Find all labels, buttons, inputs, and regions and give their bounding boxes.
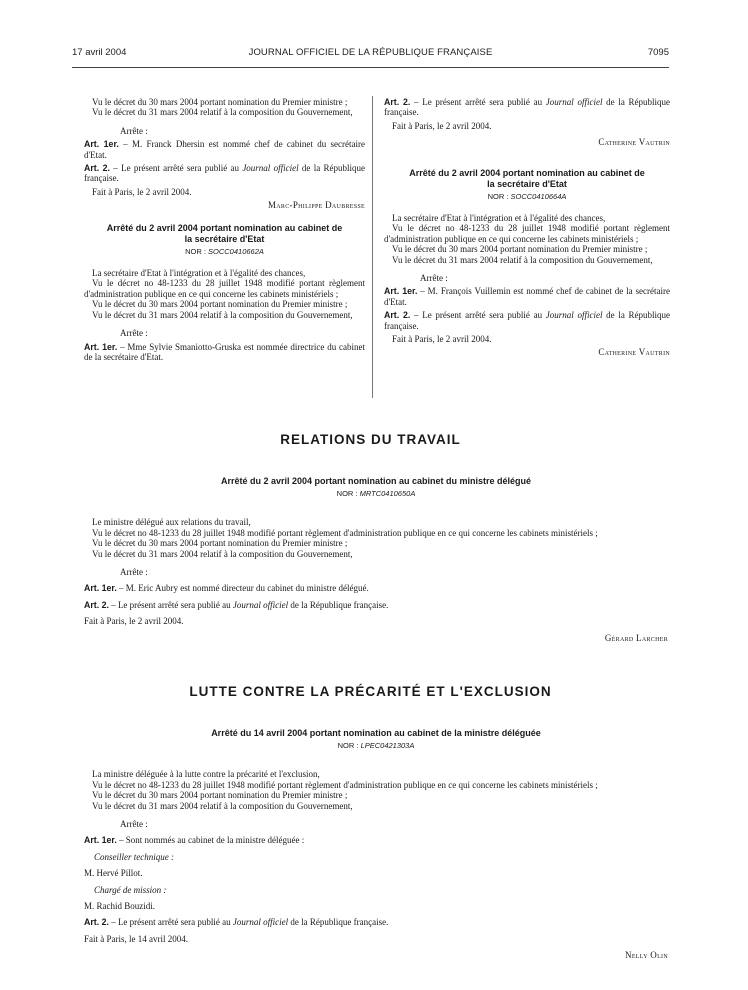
fait-a-paris: Fait à Paris, le 2 avril 2004.: [392, 120, 492, 131]
article-2: [384, 310, 670, 331]
column-divider: [372, 96, 373, 398]
article-text: de la République française.: [384, 97, 670, 118]
journal-officiel-text: Journal officiel: [545, 97, 603, 107]
article-1: [384, 286, 670, 307]
visa-paragraph: Vu le décret no 48-1233 du 28 juillet 1948 modifié portant règlement d'administration publique en ce qui concerne les cabinets ministériels ;: [384, 223, 670, 244]
visa-paragraph: Vu le décret no 48-1233 du 28 juillet 1948 modifié portant règlement d'administration publique en ce qui concerne les cabinets ministériels ;: [84, 278, 365, 299]
visa-paragraph: Vu le décret du 30 mars 2004 portant nomination du Premier ministre ;: [92, 790, 348, 801]
article-label: Art. 1er.: [84, 139, 119, 150]
article-text: – Mme Sylvie Smaniotto-Gruska est nommée directrice du cabinet de la secrétaire d'Etat.: [84, 341, 365, 362]
role-title: [84, 852, 668, 862]
journal-officiel-text: Journal officiel: [232, 917, 289, 928]
fait-a-paris: Fait à Paris, le 2 avril 2004.: [92, 186, 192, 197]
article-label: Art. 1er.: [84, 341, 118, 352]
article-text: de la République française.: [288, 599, 389, 610]
visa-paragraph: Vu le décret du 31 mars 2004 relatif à la composition du Gouvernement,: [92, 548, 353, 559]
visa-paragraph: Vu le décret du 31 mars 2004 relatif à la composition du Gouvernement,: [92, 309, 353, 320]
fait-a-paris: Fait à Paris, le 2 avril 2004.: [392, 334, 492, 345]
header-page-number: 7095: [647, 47, 669, 58]
section-title: RELATIONS DU TRAVAIL: [280, 432, 461, 447]
signature: Catherine Vautrin: [598, 137, 670, 148]
nor-reference: [84, 489, 668, 499]
signature: Nelly Olin: [625, 950, 668, 961]
visa-paragraph: Vu le décret du 30 mars 2004 portant nomination du Premier ministre ;: [392, 244, 648, 255]
arrete-label: Arrête :: [120, 819, 148, 830]
nor-code: LPEC0421303A: [360, 741, 415, 750]
decree-title: Arrêté du 2 avril 2004 portant nomination au cabinet de la secrétaire d'Etat: [409, 167, 645, 189]
article-text: de la République française.: [288, 917, 389, 928]
nor-code: SOCC0410662A: [208, 246, 264, 256]
nor-label: NOR :: [487, 191, 511, 201]
fait-a-paris: Fait à Paris, le 14 avril 2004.: [84, 933, 188, 944]
article-text: de la République française.: [84, 163, 365, 184]
nor-reference: [84, 741, 668, 751]
article-text: – Le présent arrêté sera publié au: [108, 917, 233, 928]
role-label: Conseiller technique :: [94, 851, 174, 862]
section-relations-du-travail: [84, 476, 668, 643]
journal-officiel-text: Journal officiel: [545, 310, 603, 321]
header-journal-title: JOURNAL OFFICIEL DE LA RÉPUBLIQUE FRANÇAISE: [248, 47, 493, 58]
page-header: [72, 45, 669, 61]
role-label: Chargé de mission :: [94, 884, 167, 895]
appointee-name: M. Rachid Bouzidi.: [84, 901, 155, 912]
article-label: Art. 2.: [84, 599, 109, 610]
article-1: [84, 583, 668, 593]
visa-paragraph: Vu le décret du 31 mars 2004 relatif à la composition du Gouvernement,: [392, 254, 653, 265]
visa-paragraph: Vu le décret du 30 mars 2004 portant nomination du Premier ministre ;: [92, 97, 348, 107]
article-2: [384, 97, 670, 118]
article-2: [84, 917, 668, 927]
arrete-label: Arrête :: [420, 273, 448, 284]
left-column: [84, 97, 365, 362]
header-rule: [72, 67, 669, 68]
article-text: – M. Eric Aubry est nommé directeur du cabinet du ministre délégué.: [116, 583, 369, 594]
article-1: [84, 835, 668, 845]
section-lutte-precarite: [84, 728, 668, 961]
arrete-label: Arrête :: [120, 125, 148, 136]
role-title: [84, 885, 668, 895]
nor-reference: [84, 247, 365, 257]
appointee-name: M. Hervé Pillot.: [84, 868, 143, 879]
preamble-paragraph: La secrétaire d'Etat à l'intégration et à l'égalité des chances,: [392, 213, 606, 224]
journal-officiel-text: Journal officiel: [242, 163, 299, 174]
header-date: 17 avril 2004: [72, 47, 127, 58]
article-label: Art. 1er.: [84, 835, 117, 846]
decree-title: Arrêté du 14 avril 2004 portant nomination au cabinet de la ministre déléguée: [211, 728, 541, 738]
article-label: Art. 1er.: [84, 583, 117, 594]
preamble-paragraph: La secrétaire d'Etat à l'intégration et à l'égalité des chances,: [92, 268, 306, 279]
article-text: – Le présent arrêté sera publié au: [410, 97, 546, 107]
article-label: Art. 2.: [384, 97, 411, 107]
article-2: [84, 600, 668, 610]
visa-paragraph: Vu le décret du 30 mars 2004 portant nomination du Premier ministre ;: [92, 299, 348, 310]
article-label: Art. 2.: [84, 917, 109, 928]
visa-paragraph: Vu le décret du 30 mars 2004 portant nomination du Premier ministre ;: [92, 538, 348, 549]
article-text: – Le présent arrêté sera publié au: [109, 163, 243, 174]
visa-paragraph: Vu le décret du 31 mars 2004 relatif à la composition du Gouvernement,: [92, 107, 353, 118]
arrete-label: Arrête :: [120, 567, 148, 578]
decree-title: Arrêté du 2 avril 2004 portant nomination au cabinet du ministre délégué: [220, 476, 532, 486]
article-2: [84, 163, 365, 184]
signature: Gérard Larcher: [604, 632, 668, 643]
nor-label: NOR :: [185, 246, 209, 256]
signature: Marc-Philippe Daubresse: [268, 200, 365, 211]
nor-label: NOR :: [337, 741, 361, 750]
visa-paragraph: Vu le décret no 48-1233 du 28 juillet 1948 modifié portant règlement d'administration publique en ce qui concerne les cabinets ministériels ;: [92, 779, 598, 790]
arrete-label: Arrête :: [120, 328, 148, 339]
decree-title: Arrêté du 2 avril 2004 portant nomination au cabinet de la secrétaire d'Etat: [106, 222, 343, 244]
signature: Catherine Vautrin: [598, 346, 670, 357]
journal-officiel-text: Journal officiel: [232, 599, 289, 610]
preamble-paragraph: Le ministre délégué aux relations du travail,: [92, 517, 251, 528]
visa-paragraph: Vu le décret no 48-1233 du 28 juillet 1948 modifié portant règlement d'administration publique en ce qui concerne les cabinets ministériels ;: [92, 527, 598, 538]
article-text: – M. François Vuillemin est nommé chef de cabinet de la secrétaire d'Etat.: [384, 286, 670, 307]
visa-paragraph: Vu le décret du 31 mars 2004 relatif à la composition du Gouvernement,: [92, 800, 353, 811]
article-text: de la République française.: [384, 310, 670, 331]
nor-code: MRTC0410650A: [359, 489, 416, 498]
nor-reference: [384, 192, 670, 202]
article-text: – Le présent arrêté sera publié au: [410, 310, 546, 321]
article-1: [84, 342, 365, 363]
preamble-paragraph: La ministre déléguée à la lutte contre la précarité et l'exclusion,: [92, 769, 320, 780]
fait-a-paris: Fait à Paris, le 2 avril 2004.: [84, 616, 184, 627]
right-column: [384, 97, 670, 357]
article-text: – Le présent arrêté sera publié au: [108, 599, 233, 610]
nor-code: SOCC0410664A: [510, 191, 567, 201]
article-label: Art. 1er.: [384, 286, 418, 297]
article-label: Art. 2.: [384, 310, 411, 321]
article-label: Art. 2.: [84, 163, 110, 174]
nor-label: NOR :: [336, 489, 360, 498]
article-1: [84, 139, 365, 160]
article-text: – M. Franck Dhersin est nommé chef de cabinet du secrétaire d'Etat.: [84, 139, 366, 160]
article-text: – Sont nommés au cabinet de la ministre déléguée :: [116, 835, 305, 846]
section-title: LUTTE CONTRE LA PRÉCARITÉ ET L'EXCLUSION: [189, 684, 552, 699]
